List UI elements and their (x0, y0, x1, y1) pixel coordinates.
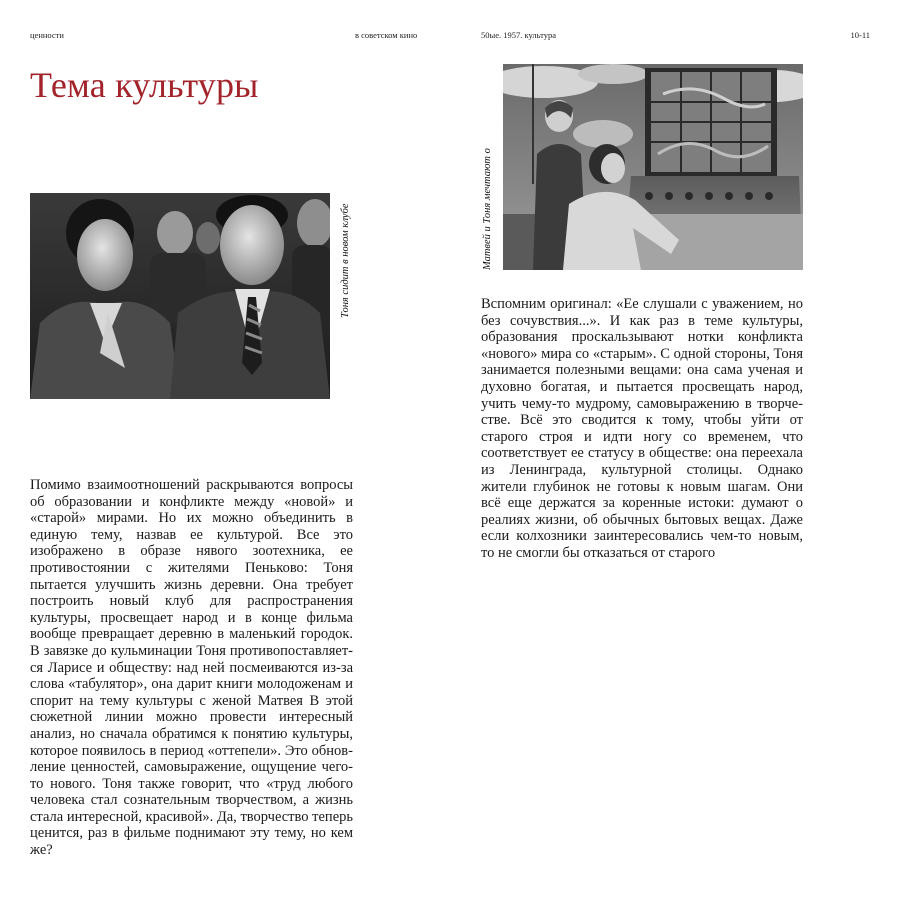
right-column-text: Вспомним оригинал: «Ее слушали с уважением, но без сочувствия...». И как раз в теме культуры, образования проскальзывают нотки конфликта «нового» мира со «старым». С одной стороны, Тоня занимается полезными вещами: она сама ученая и духовно богатая, и пытается просвещать народ, учить чему-то мудрому, самовыражению в творчестве. Всё это сводится к тому, чтобы уйти от старого строя и идти ногу со временем, что соответствует ее статусу в обществе: она переехала из Ленинграда, культурной столицы. Однако жители глубинок не готовы к новым шагам. Они всё еще держатся за коренные истоки: думают о реалиях жизни, об обычных бытовых вещах. Даже если колхозники заинтересовались чем-то новым, то не смогли бы отказаться от старого (481, 296, 803, 561)
left-column-text: Помимо взаимоотношений раскрываются вопросы об образовании и конфликте между «новой» и «старой» мирами. Но их можно объединить в единую тему, назвав ее культурой. Все это изображено в образе нявого зоотехника, ее противостоянии с жителями Пеньково: Тоня пытается улучшить жизнь деревни. Она требует построить новый клуб для распространения культуры, просвещает народ и в конце фильма вообще превращает деревню в маленький городок. В завязке до кульминации Тоня противопоставляется Ларисе и обществу: над ней посмеиваются из-за слова «табулятор», она дарит книги молодоженам и спорит на тему культуры с женой Матвея В этой сюжетной линии можно провести интересный анализ, но сначала обратимся к понятию культуры, которое появилось в период «оттепели». Это обновление ценностей, самовыражение, ощущение чего-то нового. Тоня также говорит, что «труд любого человека стал сознательным творчеством, а жизнь стала интересной, красивой». Да, творчество теперь ценится, раз в фильме поднимают эту тему, но кем же? (30, 477, 353, 859)
header-chapter-label: 50ые. 1957. культура (481, 30, 557, 40)
header-section-label: ценности (30, 30, 64, 40)
right-photo-caption: Матвей и Тоня мечтают о (482, 148, 493, 270)
control-panel-photo (503, 64, 803, 270)
page-title: Тема культуры (30, 65, 259, 105)
header-subsection-label: в советском кино (355, 30, 418, 40)
club-audience-photo (30, 193, 330, 399)
left-photo-caption: Тоня сидит в новом клубе (340, 203, 351, 318)
page-numbers: 10-11 (850, 30, 870, 40)
